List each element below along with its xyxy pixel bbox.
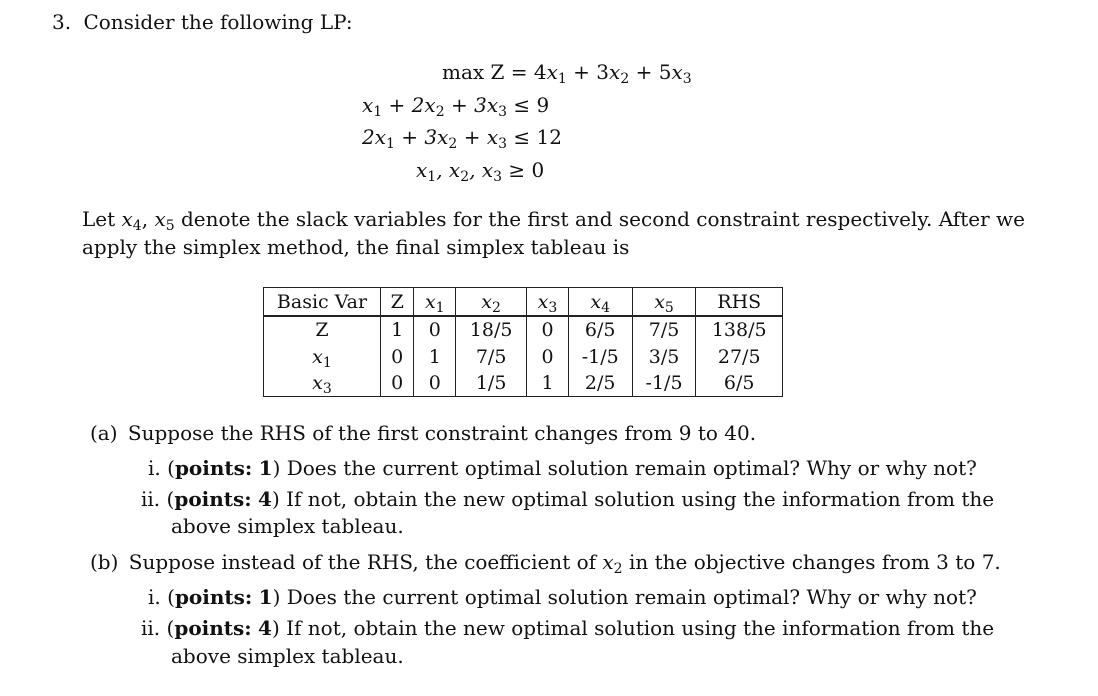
constraint-1-rhs: 9	[536, 93, 550, 117]
points-value: 4	[258, 616, 272, 640]
points-label: points:	[174, 585, 253, 609]
cell-basic: Z	[264, 316, 381, 343]
cell: 0	[527, 316, 569, 343]
constraint-1-lhs: $x_1 + 2x_2 + 3x_3$	[362, 93, 508, 120]
problem-number: 3.	[52, 10, 72, 34]
part-a-item-2: ii. (points: 4) If not, obtain the new optimal solution using the information from the	[141, 487, 995, 511]
tableau-row	[264, 370, 783, 397]
points-value: 4	[258, 487, 272, 511]
constraint-nonneg	[416, 158, 545, 185]
constraint-2-rel: ≤	[513, 125, 531, 149]
item-number: ii.	[141, 487, 161, 511]
cell: 1	[414, 344, 456, 370]
item-number: i.	[148, 456, 161, 480]
cell: 0	[414, 316, 456, 343]
constraint-3-rel: ≥	[508, 158, 526, 182]
constraint-2	[362, 125, 562, 152]
part-b	[90, 550, 1001, 577]
cell: 0	[381, 370, 414, 397]
constraint-1-rel: ≤	[513, 93, 531, 117]
lp-objective: $\max Z = 4x_1 + 3x_2 + 5x_3$	[442, 60, 692, 87]
cell: 0	[414, 370, 456, 397]
cell-basic: $x_1$	[264, 344, 381, 370]
problem-intro: Consider the following LP:	[83, 10, 353, 34]
cell: 7/5	[456, 344, 527, 370]
item-number: ii.	[141, 616, 161, 640]
part-b-item-2-continuation: above simplex tableau.	[171, 644, 404, 668]
points-value: 1	[258, 456, 273, 480]
cell-basic: $x_3$	[264, 370, 381, 397]
header-x4: $x_4$	[568, 288, 632, 317]
constraint-1	[362, 93, 550, 120]
cell: -1/5	[632, 370, 696, 397]
header-x5: $x_5$	[632, 288, 696, 317]
cell: 18/5	[456, 316, 527, 343]
cell: 0	[527, 344, 569, 370]
part-b-var: $x_2$	[602, 550, 623, 577]
part-a-item-1: i. (points: 1) Does the current optimal solution remain optimal? Why or why not?	[148, 456, 977, 480]
cell: 1/5	[456, 370, 527, 397]
paragraph-line-1: Let $x_4$, $x_5$ denote the slack variables for the first and second constraint respectively. After we	[82, 207, 1025, 234]
part-a	[90, 421, 756, 445]
part-a-item-2-continuation: above simplex tableau.	[171, 514, 404, 538]
cell: 138/5	[696, 316, 783, 343]
problem-header	[52, 10, 353, 34]
part-b-item-1: i. (points: 1) Does the current optimal solution remain optimal? Why or why not?	[148, 585, 977, 609]
header-x3: $x_3$	[527, 288, 569, 317]
item-text: If not, obtain the new optimal solution using the information from the	[286, 616, 995, 640]
cell: 2/5	[568, 370, 632, 397]
points-label: points:	[174, 456, 253, 480]
header-rhs: RHS	[696, 288, 783, 317]
cell: 1	[527, 370, 569, 397]
tableau-header-row	[264, 288, 783, 317]
constraint-2-rhs: 12	[536, 125, 562, 149]
item-number: i.	[148, 585, 161, 609]
tableau-row	[264, 316, 783, 343]
cell: 7/5	[632, 316, 696, 343]
header-x2: $x_2$	[456, 288, 527, 317]
header-basic-var: Basic Var	[264, 288, 381, 317]
cell: 6/5	[696, 370, 783, 397]
part-b-text-before: Suppose instead of the RHS, the coefficient of	[128, 550, 597, 574]
cell: 1	[381, 316, 414, 343]
cell: 6/5	[568, 316, 632, 343]
points-label: points:	[174, 616, 252, 640]
cell: 0	[381, 344, 414, 370]
constraint-2-lhs: $2x_1 + 3x_2 + x_3$	[362, 125, 508, 152]
constraint-3-lhs: $x_1$, $x_2$, $x_3$	[416, 158, 503, 185]
simplex-tableau	[263, 287, 783, 397]
points-value: 1	[258, 585, 273, 609]
part-a-text: Suppose the RHS of the first constraint changes from 9 to 40.	[127, 421, 757, 445]
item-text: Does the current optimal solution remain optimal? Why or why not?	[286, 585, 977, 609]
header-x1: $x_1$	[414, 288, 456, 317]
item-text: If not, obtain the new optimal solution using the information from the	[286, 487, 995, 511]
header-z: Z	[381, 288, 414, 317]
paragraph-line-2: apply the simplex method, the final simplex tableau is	[82, 235, 630, 259]
part-b-item-2: ii. (points: 4) If not, obtain the new optimal solution using the information from the	[141, 616, 995, 640]
cell: 27/5	[696, 344, 783, 370]
constraint-3-rhs: 0	[531, 158, 545, 182]
tableau-row	[264, 344, 783, 370]
part-b-label: (b)	[90, 550, 119, 574]
part-a-label: (a)	[90, 421, 118, 445]
cell: -1/5	[568, 344, 632, 370]
part-b-text-after: in the objective changes from 3 to 7.	[628, 550, 1001, 574]
cell: 3/5	[632, 344, 696, 370]
points-label: points:	[174, 487, 252, 511]
item-text: Does the current optimal solution remain optimal? Why or why not?	[286, 456, 977, 480]
